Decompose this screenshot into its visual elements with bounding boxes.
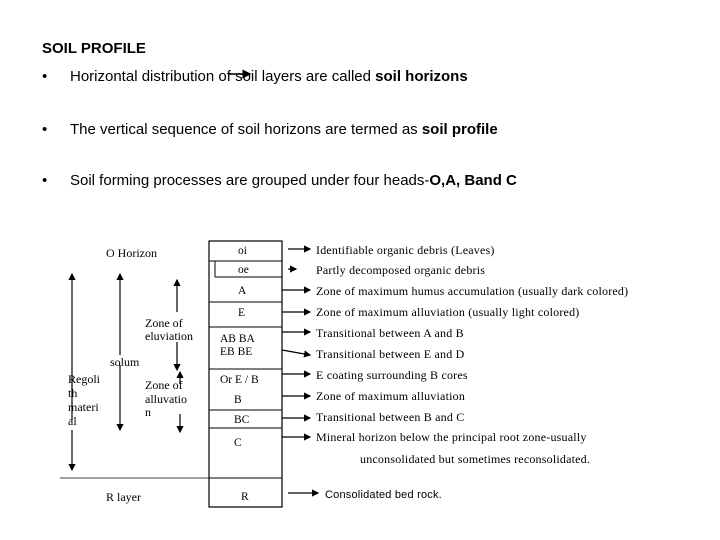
- o-horizon-label: O Horizon: [106, 246, 157, 260]
- bullet-marker: •: [42, 172, 48, 189]
- desc-b: Zone of maximum alluviation: [316, 389, 466, 403]
- horizon-r: R: [241, 491, 249, 503]
- horizon-oi: oi: [238, 245, 247, 257]
- solum-label: solum: [110, 355, 140, 369]
- bullet-bold-text: soil horizons: [375, 68, 468, 85]
- zone-alluviation-label: Zone of: [145, 378, 183, 392]
- desc-bc: Transitional between B and C: [316, 410, 465, 424]
- horizon-e: E: [238, 307, 246, 319]
- horizon-a: A: [238, 285, 247, 297]
- regolith-label-3: materi: [68, 400, 99, 414]
- bullet-text: The vertical sequence of soil horizons are termed as: [70, 121, 422, 138]
- horizon-b: B: [234, 394, 242, 406]
- horizon-eb-be: EB BE: [220, 346, 253, 358]
- bullet-text: Horizontal distribution of soil layers are called: [70, 68, 376, 85]
- horizon-c: C: [234, 437, 242, 449]
- desc-eb: Transitional between E and D: [316, 347, 465, 361]
- regolith-label-4: al: [68, 414, 77, 428]
- desc-e: Zone of maximum alluviation (usually light colored): [316, 305, 580, 319]
- desc-r: Consolidated bed rock.: [325, 489, 442, 501]
- arrow-eb: [282, 350, 310, 355]
- page-title: SOIL PROFILE: [42, 40, 146, 57]
- desc-oi: Identifiable organic debris (Leaves): [316, 243, 495, 257]
- bullet-bold-text: O,A, Band C: [429, 172, 517, 189]
- horizon-bc: BC: [234, 414, 250, 426]
- horizon-e-b: Or E / B: [220, 374, 259, 386]
- zone-eluviation-label: Zone of: [145, 316, 183, 330]
- horizon-oe: oe: [238, 264, 249, 276]
- horizon-ab-ba: AB BA: [220, 333, 255, 345]
- zone-eluviation-label-2: eluviation: [145, 329, 193, 343]
- r-layer-label: R layer: [106, 490, 141, 504]
- bullet-text: Soil forming processes are grouped under four heads-: [70, 172, 430, 189]
- bullet-marker: •: [42, 121, 48, 138]
- desc-ab: Transitional between A and B: [316, 326, 464, 340]
- desc-c-line1: Mineral horizon below the principal root zone-usually: [316, 430, 587, 444]
- desc-e-coat: E coating surrounding B cores: [316, 368, 468, 382]
- zone-alluviation-label-2: alluvatio: [145, 392, 187, 406]
- bullet-marker: •: [42, 68, 48, 85]
- zone-alluviation-label-3: n: [145, 405, 151, 419]
- regolith-label-2: th: [68, 386, 78, 400]
- desc-a: Zone of maximum humus accumulation (usually dark colored): [316, 284, 629, 298]
- desc-oe: Partly decomposed organic debris: [316, 263, 486, 277]
- bullet-bold-text: soil profile: [421, 121, 498, 138]
- regolith-label-1: Regoli: [68, 372, 100, 386]
- desc-c-line2: unconsolidated but sometimes reconsolidated.: [360, 452, 591, 466]
